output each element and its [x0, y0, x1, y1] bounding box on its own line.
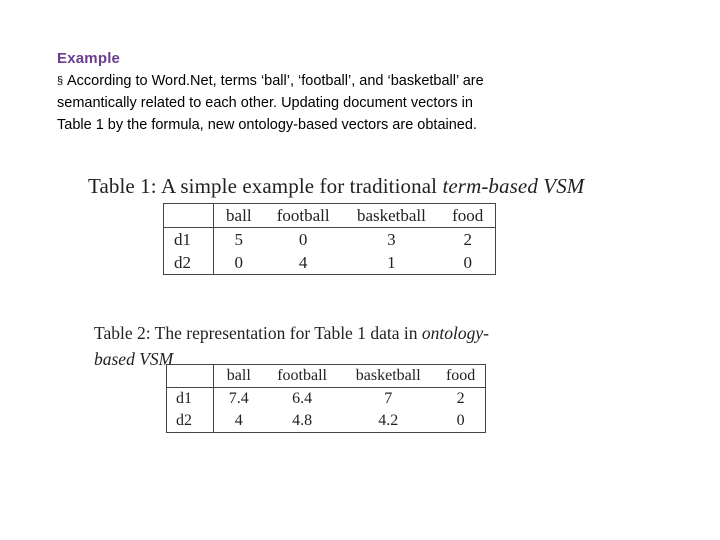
table2-row-label: d1 [167, 388, 214, 411]
table1-header-corner [164, 204, 214, 228]
table2-caption-prefix: Table 2: [94, 323, 151, 343]
table1-caption-text: A simple example for traditional [160, 174, 438, 198]
table2-header-row [167, 365, 486, 388]
paragraph-line-1 [57, 70, 617, 92]
table-row [164, 251, 496, 275]
table2-header-corner [167, 365, 214, 388]
table1-cell: 0 [298, 229, 308, 249]
table1-header-cell: football [264, 204, 342, 228]
table-row [164, 228, 496, 252]
table1-header-cell: food [440, 204, 495, 228]
table1-header-row [164, 204, 496, 228]
table1-header-cell: ball [213, 204, 264, 228]
table1-cell: 4 [298, 252, 308, 272]
table1-row-label: d1 [164, 228, 214, 252]
table1-cell: 3 [387, 229, 396, 249]
table1 [163, 203, 496, 275]
table2-header-cell: food [436, 365, 485, 388]
paragraph-line-3: Table 1 by the formula, new ontology-based vectors are obtained. [57, 117, 477, 133]
table1-cell: 5 [234, 229, 244, 249]
table1-cell: 1 [387, 252, 396, 272]
bullet-icon: § [57, 75, 64, 87]
table2-caption-italic-1: ontology- [421, 323, 489, 343]
table1-caption [88, 172, 584, 200]
table1-caption-italic: term-based VSM [442, 174, 585, 198]
table1-caption-prefix: Table 1: [88, 174, 157, 198]
table1-cell: 0 [463, 252, 472, 272]
table2-cell: 0 [456, 412, 465, 429]
table2-cell: 4 [234, 412, 243, 429]
table2-caption-text: The representation for Table 1 data in [154, 323, 418, 343]
table2-row-label: d2 [167, 410, 214, 433]
table2-cell: 6.4 [292, 390, 313, 407]
table1-header-cell: basketball [342, 204, 440, 228]
table2-caption-italic-2: based VSM [94, 349, 174, 369]
table-row [167, 388, 486, 411]
table2-cell: 7 [384, 390, 393, 407]
table2-cell: 2 [456, 390, 465, 407]
body-paragraph [57, 70, 617, 136]
table2-header-cell: football [264, 365, 340, 388]
table2-header-cell: ball [213, 365, 264, 388]
table1-cell: 2 [463, 229, 472, 249]
table1-cell: 0 [234, 252, 244, 272]
paragraph-line-1-text: According to Word.Net, terms ‘ball’, ‘football’, and ‘basketball’ are [67, 73, 484, 89]
table2-cell: 7.4 [228, 390, 249, 407]
paragraph-line-2: semantically related to each other. Updating document vectors in [57, 95, 473, 111]
table2-header-cell: basketball [340, 365, 436, 388]
table2-cell: 4.8 [292, 412, 313, 429]
table-row [167, 410, 486, 433]
slide-heading: Example [57, 50, 121, 67]
table2-cell: 4.2 [378, 412, 399, 429]
table1-row-label: d2 [164, 251, 214, 275]
table2 [166, 364, 486, 433]
